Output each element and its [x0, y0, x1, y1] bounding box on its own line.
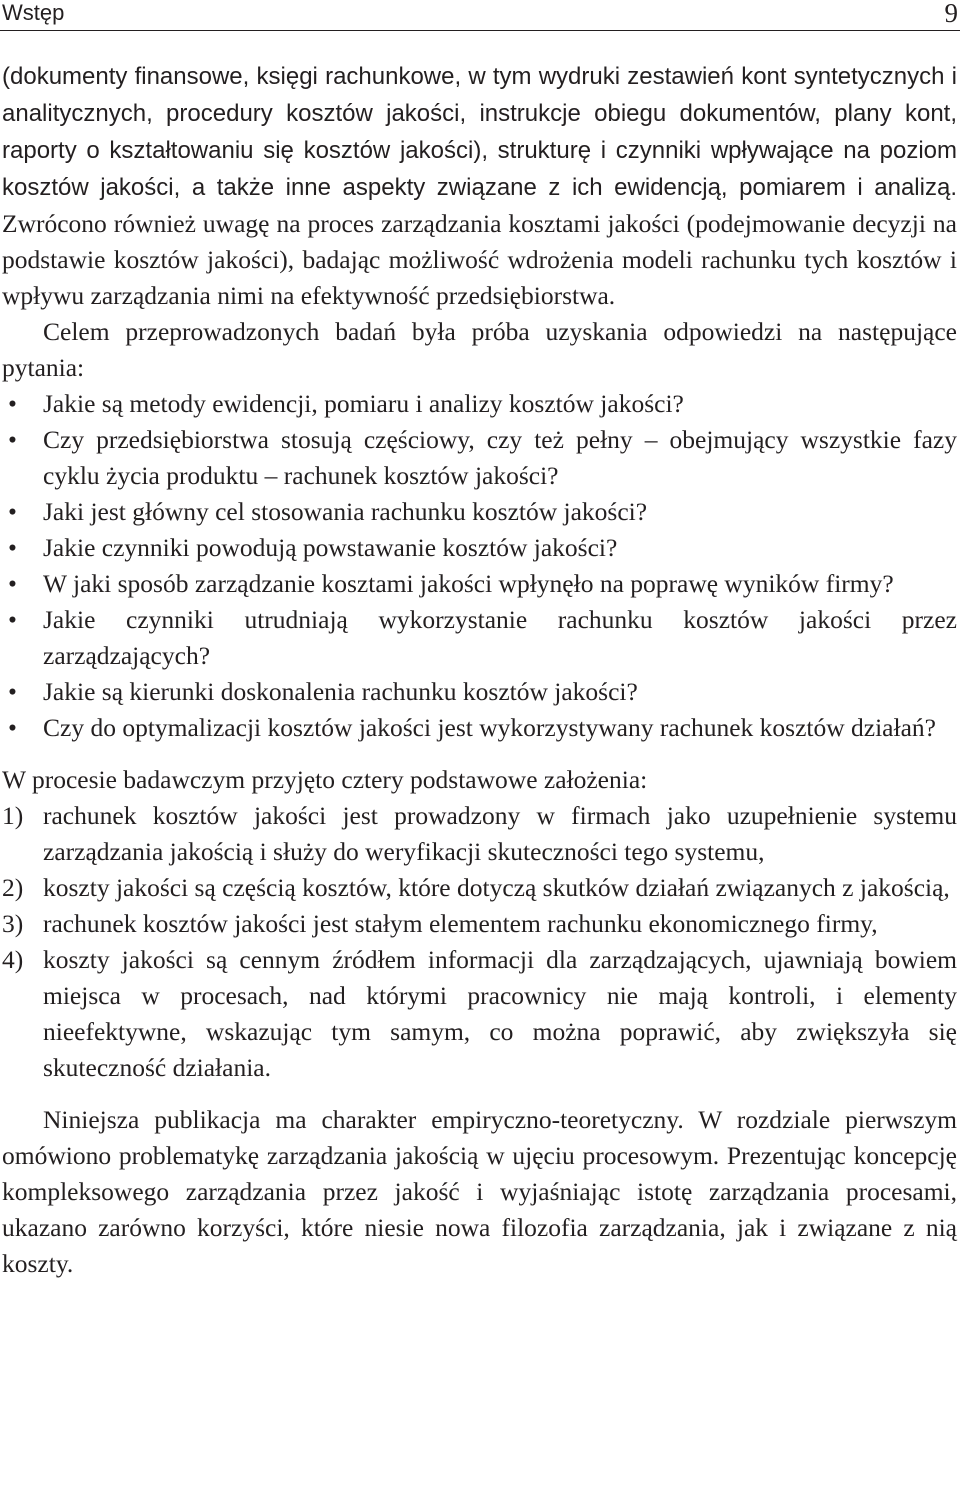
section-title: Wstęp [2, 0, 65, 25]
research-goal-paragraph: Celem przeprowadzonych badań była próba uzyskania odpowiedzi na następujące pytania: [2, 317, 957, 382]
bullet-icon: • [8, 389, 17, 418]
question-text: Jakie czynniki powodują powstawanie kosztów jakości? [43, 533, 618, 562]
intro-sans-text: (dokumenty finansowe, księgi rachunkowe, w tym wydruki zestawień kont syntetycznych i analitycznych, procedury kosztów jakości, instrukcje obiegu dokumentów, plany kont, raporty o kształtowaniu się kosztów jakości), strukturę i czynniki wpływające na poziom kosztów jakości, a także inne aspekty związane z ich ewidencją, pomiarem i analizą. [2, 63, 957, 201]
intro-paragraph [2, 58, 957, 314]
bullet-icon: • [8, 605, 17, 634]
page-number: 9 [944, 0, 958, 28]
list-item [2, 422, 957, 494]
bullet-icon: • [8, 533, 17, 562]
list-number: 3) [2, 909, 24, 938]
list-item [2, 386, 957, 422]
list-item [2, 494, 957, 530]
question-text: Czy do optymalizacji kosztów jakości jest wykorzystywany rachunek kosztów działań? [43, 713, 936, 742]
list-item [2, 566, 957, 602]
list-number: 1) [2, 801, 24, 830]
question-text: Czy przedsiębiorstwa stosują częściowy, czy też pełny – obejmujący wszystkie fazy cyklu życia produktu – rachunek kosztów jakości? [43, 425, 957, 490]
list-item [2, 906, 957, 942]
question-text: W jaki sposób zarządzanie kosztami jakości wpłynęło na poprawę wyników firmy? [43, 569, 894, 598]
research-questions-list [2, 386, 957, 746]
assumption-text: koszty jakości są częścią kosztów, które dotyczą skutków działań związanych z jakością, [43, 873, 950, 902]
assumptions-intro: W procesie badawczym przyjęto cztery podstawowe założenia: [2, 765, 648, 794]
bullet-icon: • [8, 425, 17, 454]
spacer [2, 1086, 957, 1102]
intro-serif-text: Zwrócono również uwagę na proces zarządzania kosztami jakości (podejmowanie decyzji na podstawie kosztów jakości), badając możliwość wdrożenia modeli rachunku tych kosztów i wpływu zarządzania nimi na efektywność przedsiębiorstwa. [2, 209, 957, 310]
list-item [2, 798, 957, 870]
assumptions-list [2, 798, 957, 1086]
question-text: Jakie są metody ewidencji, pomiaru i analizy kosztów jakości? [43, 389, 684, 418]
list-number: 2) [2, 873, 24, 902]
assumption-text: koszty jakości są cennym źródłem informacji dla zarządzających, ujawniają bowiem miejsca w procesach, nad którymi pracownicy nie mają kontroli, i elementy nieefektywne, wskazując tym samym, co można poprawić, aby zwiększyła się skuteczność działania. [43, 945, 957, 1082]
question-text: Jakie czynniki utrudniają wykorzystanie rachunku kosztów jakości przez zarządzających? [43, 605, 957, 670]
list-item [2, 942, 957, 1086]
spacer [2, 746, 957, 762]
bullet-icon: • [8, 569, 17, 598]
page-body [2, 58, 957, 1282]
list-item [2, 602, 957, 674]
closing-paragraph: Niniejsza publikacja ma charakter empiryczno-teoretyczny. W rozdziale pierwszym omówiono problematykę zarządzania jakością w ujęciu procesowym. Prezentując koncepcję kompleksowego zarządzania przez jakość i wyjaśniając istotę zarządzania procesami, ukazano zarówno korzyści, które niesie nowa filozofia zarządzania, jak i związane z nią koszty. [2, 1105, 957, 1278]
list-number: 4) [2, 945, 24, 974]
bullet-icon: • [8, 713, 17, 742]
question-text: Jaki jest główny cel stosowania rachunku kosztów jakości? [43, 497, 648, 526]
list-item [2, 530, 957, 566]
assumption-text: rachunek kosztów jakości jest prowadzony w firmach jako uzupełnienie systemu zarządzania jakością i służy do weryfikacji skuteczności tego systemu, [43, 801, 957, 866]
bullet-icon: • [8, 497, 17, 526]
question-text: Jakie są kierunki doskonalenia rachunku kosztów jakości? [43, 677, 638, 706]
list-item [2, 870, 957, 906]
list-item [2, 710, 957, 746]
running-head [0, 0, 960, 31]
assumption-text: rachunek kosztów jakości jest stałym elementem rachunku ekonomicznego firmy, [43, 909, 878, 938]
bullet-icon: • [8, 677, 17, 706]
list-item [2, 674, 957, 710]
